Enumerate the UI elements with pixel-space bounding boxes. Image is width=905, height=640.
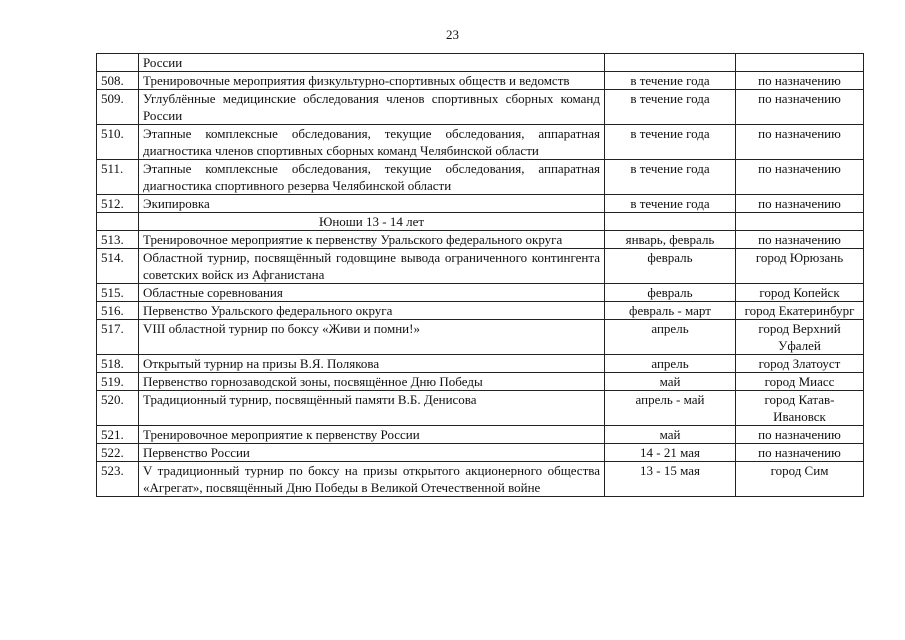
table-row: [97, 160, 864, 195]
row-name: Традиционный турнир, посвящённый памяти В.Б. Денисова: [139, 391, 605, 426]
row-date: февраль: [605, 249, 736, 284]
row-name: Тренировочное мероприятие к первенству Уральского федерального округа: [139, 231, 605, 249]
row-number: 516.: [97, 302, 139, 320]
row-name: Первенство России: [139, 444, 605, 462]
row-place: по назначению: [736, 426, 864, 444]
table-row: [97, 444, 864, 462]
table-row: [97, 391, 864, 426]
row-place: по назначению: [736, 90, 864, 125]
row-number: 519.: [97, 373, 139, 391]
row-place: по назначению: [736, 444, 864, 462]
row-date: апрель: [605, 355, 736, 373]
row-place: город Миасс: [736, 373, 864, 391]
row-date: май: [605, 373, 736, 391]
row-date: в течение года: [605, 72, 736, 90]
row-number: 508.: [97, 72, 139, 90]
row-place: город Юрюзань: [736, 249, 864, 284]
row-name: Этапные комплексные обследования, текущие обследования, аппаратная диагностика спортивного резерва Челябинской области: [139, 160, 605, 195]
table-row: [97, 231, 864, 249]
row-name: Областной турнир, посвящённый годовщине вывода ограниченного контингента советских войск из Афганистана: [139, 249, 605, 284]
row-number: 509.: [97, 90, 139, 125]
row-place: город Верхний Уфалей: [736, 320, 864, 355]
table-row: [97, 54, 864, 72]
row-date: в течение года: [605, 195, 736, 213]
table-row: [97, 90, 864, 125]
row-number: 522.: [97, 444, 139, 462]
row-date: 14 - 21 мая: [605, 444, 736, 462]
table-row: [97, 72, 864, 90]
row-date: в течение года: [605, 125, 736, 160]
events-table: [96, 53, 864, 497]
row-place: по назначению: [736, 72, 864, 90]
row-date: апрель - май: [605, 391, 736, 426]
table-row: [97, 462, 864, 497]
row-name: Первенство горнозаводской зоны, посвящённое Дню Победы: [139, 373, 605, 391]
table-row: [97, 373, 864, 391]
section-heading: Юноши 13 - 14 лет: [139, 213, 605, 231]
row-date: 13 - 15 мая: [605, 462, 736, 497]
table-row: [97, 125, 864, 160]
row-name: VIII областной турнир по боксу «Живи и помни!»: [139, 320, 605, 355]
row-date: апрель: [605, 320, 736, 355]
table-row: [97, 320, 864, 355]
row-date: февраль - март: [605, 302, 736, 320]
row-number: 517.: [97, 320, 139, 355]
row-number: 512.: [97, 195, 139, 213]
row-number: 513.: [97, 231, 139, 249]
table-row: [97, 355, 864, 373]
table-section-row: [97, 213, 864, 231]
table-row: [97, 249, 864, 284]
table-row: [97, 426, 864, 444]
row-date: февраль: [605, 284, 736, 302]
row-number: 523.: [97, 462, 139, 497]
row-name: Тренировочное мероприятие к первенству России: [139, 426, 605, 444]
row-place: город Екатеринбург: [736, 302, 864, 320]
row-date: [605, 54, 736, 72]
row-place: город Катав-Ивановск: [736, 391, 864, 426]
row-place: [736, 213, 864, 231]
row-date: [605, 213, 736, 231]
row-number: [97, 54, 139, 72]
table-row: [97, 302, 864, 320]
row-date: май: [605, 426, 736, 444]
row-place: [736, 54, 864, 72]
row-place: город Златоуст: [736, 355, 864, 373]
row-place: по назначению: [736, 195, 864, 213]
row-place: по назначению: [736, 231, 864, 249]
row-date: январь, февраль: [605, 231, 736, 249]
row-number: [97, 213, 139, 231]
page-number: 23: [446, 27, 459, 42]
row-place: по назначению: [736, 125, 864, 160]
row-number: 511.: [97, 160, 139, 195]
row-number: 510.: [97, 125, 139, 160]
row-place: город Сим: [736, 462, 864, 497]
row-name: Областные соревнования: [139, 284, 605, 302]
row-name: V традиционный турнир по боксу на призы открытого акционерного общества «Агрегат», посвящённый Дню Победы в Великой Отечественной войне: [139, 462, 605, 497]
row-date: в течение года: [605, 90, 736, 125]
row-name: Углублённые медицинские обследования членов спортивных сборных команд России: [139, 90, 605, 125]
table-row: [97, 195, 864, 213]
row-date: в течение года: [605, 160, 736, 195]
row-name: Первенство Уральского федерального округа: [139, 302, 605, 320]
row-name: Тренировочные мероприятия физкультурно-спортивных обществ и ведомств: [139, 72, 605, 90]
row-number: 520.: [97, 391, 139, 426]
row-number: 514.: [97, 249, 139, 284]
row-name: Этапные комплексные обследования, текущие обследования, аппаратная диагностика членов спортивных сборных команд Челябинской области: [139, 125, 605, 160]
row-name: Открытый турнир на призы В.Я. Полякова: [139, 355, 605, 373]
row-number: 515.: [97, 284, 139, 302]
row-name: Экипировка: [139, 195, 605, 213]
row-number: 518.: [97, 355, 139, 373]
row-place: город Копейск: [736, 284, 864, 302]
row-number: 521.: [97, 426, 139, 444]
row-place: по назначению: [736, 160, 864, 195]
table-row: [97, 284, 864, 302]
row-name: России: [139, 54, 605, 72]
